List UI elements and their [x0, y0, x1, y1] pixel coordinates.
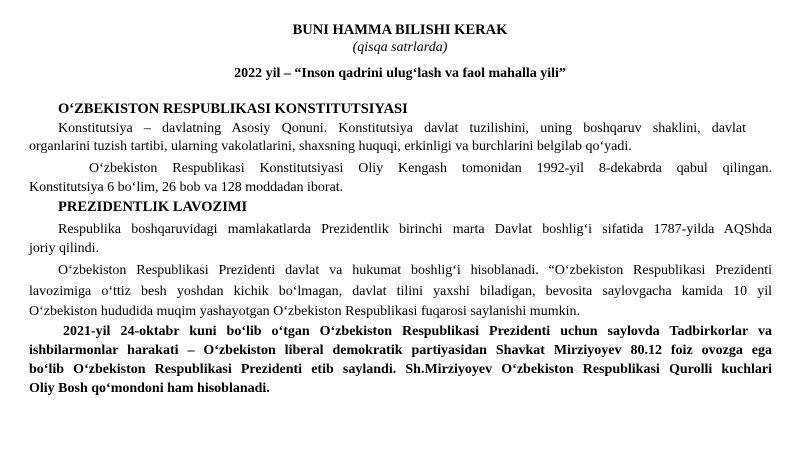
paragraph-line: lavozimiga o‘ttiz besh yoshdan kichik bo‘lmagan, davlat tilini yaxshi biladigan, bevosita saylovgacha kamida 10 yil	[29, 284, 772, 299]
paragraph-line: joriy qilindi.	[29, 241, 99, 256]
paragraph-line: organlarini tuzish tartibi, ularning vakolatlarini, shaxsning huquqi, erkinligi va burchlarini belgilab qo‘yadi.	[29, 139, 632, 154]
paragraph-line: Konstitutsiya 6 bo‘lim, 26 bob va 128 moddadan iborat.	[29, 180, 344, 195]
paragraph-line: Konstitutsiya – davlatning Asosiy Qonuni. Konstitutsiya davlat tuzilishini, uning boshqaruv shaklini, davlat	[58, 121, 746, 136]
paragraph-line: O‘zbekiston Respublikasi Konstitutsiyasi Oliy Kengash tomonidan 1992-yil 8-dekabrda qabul qilingan.	[89, 161, 772, 176]
paragraph-line-bold: bo‘lib O‘zbekiston Respublikasi Prezidenti etib saylandi. Sh.Mirziyoyev O‘zbekiston Respublikasi Qurolli kuchlari	[29, 362, 772, 377]
paragraph-line: Respublika boshqaruvidagi mamlakatlarda Prezidentlik birinchi marta Davlat boshlig‘i sifatida 1787-yilda AQShda	[58, 222, 772, 237]
document-title: BUNI HAMMA BILISHI KERAK	[292, 22, 508, 38]
paragraph-line: O‘zbekiston Respublikasi Prezidenti davlat va hukumat boshlig‘i hisoblanadi. “O‘zbekiston Respublikasi Prezidenti	[58, 263, 772, 278]
paragraph-line-bold: ishbilarmonlar harakati – O‘zbekiston liberal demokratik partiyasidan Shavkat Mirziyoyev 80.12 foiz ovozga ega	[29, 343, 772, 358]
paragraph-line-bold: Oliy Bosh qo‘mondoni ham hisoblanadi.	[29, 381, 270, 396]
paragraph-line-bold: 2021-yil 24-oktabr kuni bo‘lib o‘tgan O‘zbekiston Respublikasi Prezidenti uchun saylovda Tadbirkorlar va	[63, 324, 772, 339]
section-heading-constitution: O‘ZBEKISTON RESPUBLIKASI KONSTITUTSIYASI	[58, 101, 408, 117]
document-subtitle: (qisqa satrlarda)	[352, 40, 448, 55]
year-slogan: 2022 yil – “Inson qadrini ulug‘lash va faol mahalla yili”	[234, 66, 566, 81]
paragraph-line: O‘zbekiston hududida muqim yashayotgan O‘zbekiston Respublikasi fuqarosi saylanishi mumkin.	[29, 304, 580, 319]
section-heading-presidency: PREZIDENTLIK LAVOZIMI	[58, 199, 248, 215]
